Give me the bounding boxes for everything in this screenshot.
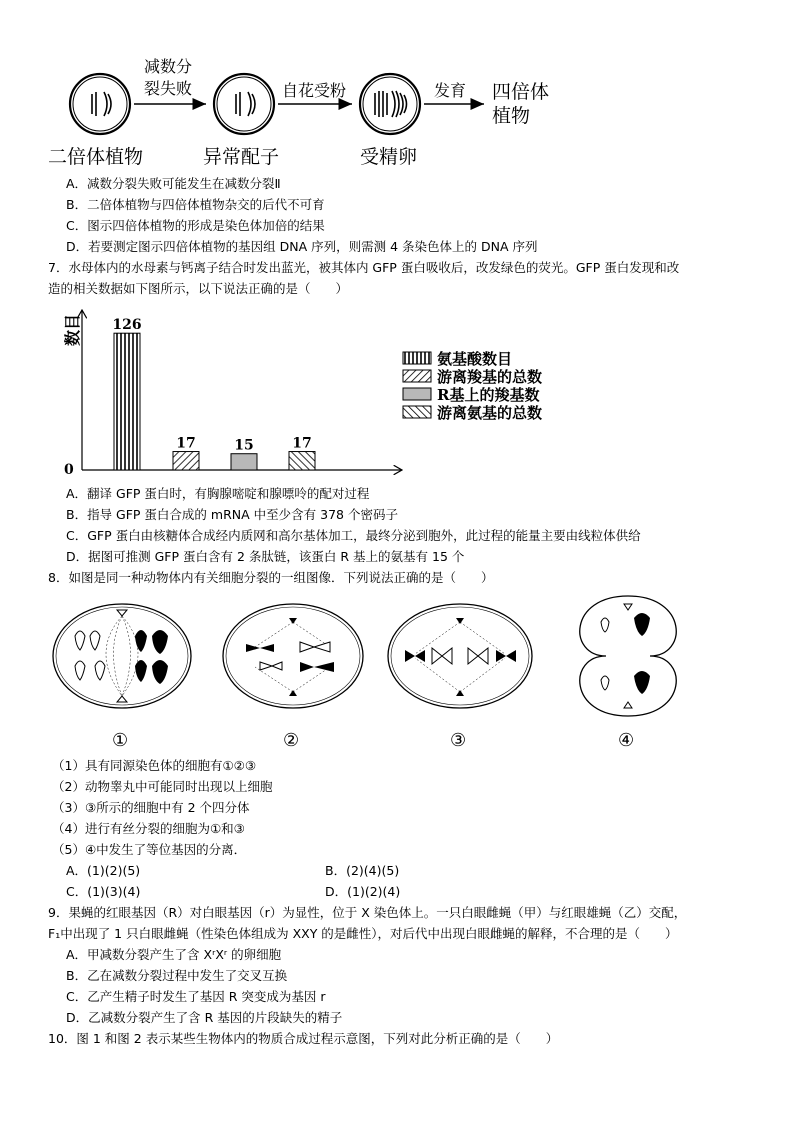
legend-swatch-4 bbox=[403, 406, 431, 418]
q9-option-c: C．乙产生精子时发生了基因 R 突变成为基因 r bbox=[66, 989, 326, 1004]
arrow-label-meiosis-fail: 减数分裂失败 bbox=[143, 57, 192, 98]
bar-value-label-1: 126 bbox=[112, 317, 142, 334]
q8-statement-2: （2）动物睾丸中可能同时出现以上细胞 bbox=[52, 779, 273, 794]
cell-3 bbox=[388, 604, 532, 708]
bar-value-label-4: 17 bbox=[292, 435, 312, 452]
cell-label-3: ③ bbox=[450, 730, 467, 751]
q6-option-b: B．二倍体植物与四倍体植物杂交的后代不可育 bbox=[66, 197, 325, 212]
q8-stem: 8．如图是同一种动物体内有关细胞分裂的一组图像．下列说法正确的是（ ） bbox=[48, 570, 494, 585]
zygote-cell bbox=[360, 74, 420, 134]
q10-stem: 10．图 1 和图 2 表示某些生物体内的物质合成过程示意图，下列对此分析正确的是（ ） bbox=[48, 1031, 559, 1046]
label-abnormal-gamete: 异常配子 bbox=[203, 146, 280, 168]
q8-option-a: A．(1)(2)(5) bbox=[66, 863, 141, 878]
legend-swatch-2 bbox=[403, 370, 431, 382]
label-diploid-plant: 二倍体植物 bbox=[48, 146, 144, 168]
legend-label-2: 游离羧基的总数 bbox=[437, 368, 543, 386]
cell-2 bbox=[223, 604, 363, 708]
q8-statement-4: （4）进行有丝分裂的细胞为①和③ bbox=[52, 821, 245, 836]
q6-option-d: D．若要测定图示四倍体植物的基因组 DNA 序列，则需测 4 条染色体上的 DNA 序列 bbox=[66, 239, 538, 254]
gfp-bar-chart bbox=[40, 300, 640, 480]
q8-option-d: D．(1)(2)(4) bbox=[325, 884, 401, 899]
legend-label-4: 游离氨基的总数 bbox=[437, 404, 543, 422]
q7-option-c: C．GFP 蛋白由核糖体合成经内质网和高尔基体加工，最终分泌到胞外，此过程的能量主要由线粒体供给 bbox=[66, 528, 641, 543]
origin-label: 0 bbox=[64, 462, 74, 478]
bar-value-label-2: 17 bbox=[176, 435, 196, 452]
cell-label-4: ④ bbox=[618, 730, 635, 751]
label-tetraploid-plant: 四倍体植物 bbox=[492, 81, 550, 127]
q8-statement-5: （5）④中发生了等位基因的分离． bbox=[52, 842, 247, 857]
q9-option-b: B．乙在减数分裂过程中发生了交叉互换 bbox=[66, 968, 288, 983]
q9-option-d: D．乙减数分裂产生了含 R 基因的片段缺失的精子 bbox=[66, 1010, 343, 1025]
bar-1 bbox=[114, 333, 140, 470]
cell-label-2: ② bbox=[283, 730, 300, 751]
q9-stem-line2: F₁中出现了 1 只白眼雌蝇（性染色体组成为 XXY 的是雌性），对后代中出现白眼雌蝇的解释，不合理的是（ ） bbox=[48, 926, 678, 941]
q6-option-c: C．图示四倍体植物的形成是染色体加倍的结果 bbox=[66, 218, 325, 233]
legend-swatch-1 bbox=[403, 352, 431, 364]
bar-2 bbox=[173, 452, 199, 470]
bar-3 bbox=[231, 454, 257, 470]
cell-4 bbox=[580, 596, 676, 716]
diploid-cell bbox=[70, 74, 130, 134]
q7-option-d: D．据图可推测 GFP 蛋白含有 2 条肽链，该蛋白 R 基上的氨基有 15 个 bbox=[66, 549, 465, 564]
q8-statement-3: （3）③所示的细胞中有 2 个四分体 bbox=[52, 800, 250, 815]
bar-4 bbox=[289, 452, 315, 470]
q8-option-b: B．(2)(4)(5) bbox=[325, 863, 400, 878]
q9-stem-line1: 9．果蝇的红眼基因（R）对白眼基因（r）为显性，位于 X 染色体上。一只白眼雌蝇（甲）与红眼雄蝇（乙）交配， bbox=[48, 905, 687, 920]
arrow-label-self-pollination: 自花受粉 bbox=[282, 81, 347, 100]
legend-label-3: R基上的羧基数 bbox=[437, 386, 540, 404]
legend-label-1: 氨基酸数目 bbox=[437, 350, 513, 368]
y-axis-label: 数目 bbox=[63, 313, 82, 347]
q7-stem-line1: 7．水母体内的水母素与钙离子结合时发出蓝光，被其体内 GFP 蛋白吸收后，改发绿色的荧光。GFP 蛋白发现和改 bbox=[48, 260, 680, 275]
abnormal-gamete-cell bbox=[214, 74, 274, 134]
bar-value-label-3: 15 bbox=[234, 437, 254, 454]
arrow-label-develop: 发育 bbox=[434, 81, 467, 100]
q7-option-a: A．翻译 GFP 蛋白时，有胸腺嘧啶和腺嘌呤的配对过程 bbox=[66, 486, 370, 501]
q7-stem-line2: 造的相关数据如下图所示，以下说法正确的是（ ） bbox=[48, 281, 349, 296]
q8-statement-1: （1）具有同源染色体的细胞有①②③ bbox=[52, 758, 257, 773]
cell-label-1: ① bbox=[112, 730, 129, 751]
q8-option-c: C．(1)(3)(4) bbox=[66, 884, 141, 899]
q6-option-a: A．减数分裂失败可能发生在减数分裂Ⅱ bbox=[66, 176, 281, 191]
cell-1 bbox=[53, 604, 191, 708]
legend-swatch-3 bbox=[403, 388, 431, 400]
q7-option-b: B．指导 GFP 蛋白合成的 mRNA 中至少含有 378 个密码子 bbox=[66, 507, 398, 522]
q9-option-a: A．甲减数分裂产生了含 XʳXʳ 的卵细胞 bbox=[66, 947, 282, 962]
label-zygote: 受精卵 bbox=[360, 146, 418, 168]
